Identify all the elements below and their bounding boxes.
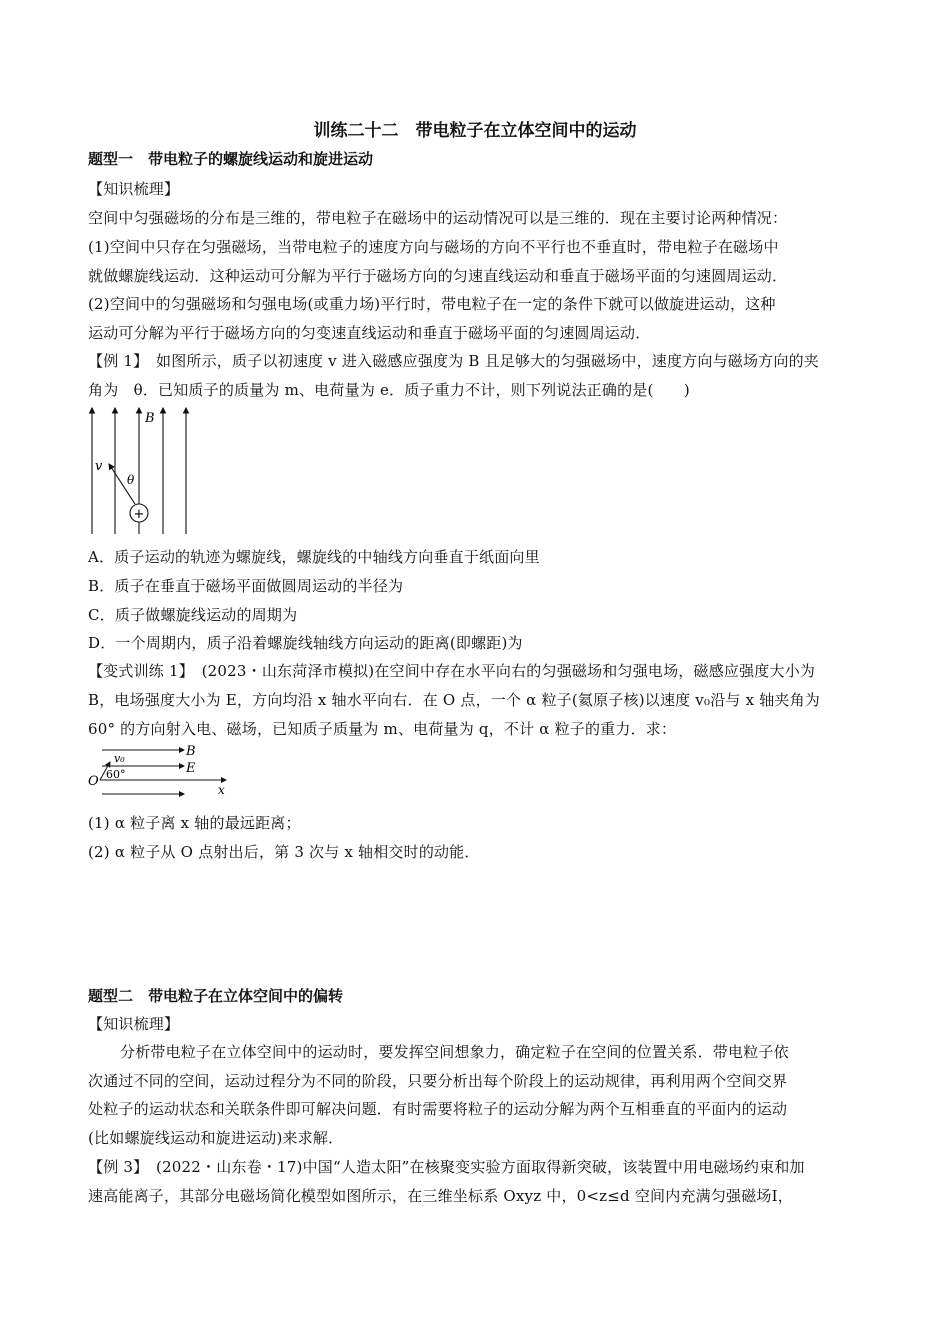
example1-stem: 【例 1】 如图所示，质子以初速度 v 进入磁感应强度为 B 且足够大的匀强磁场中，速度方向与磁场方向的夹 [88, 352, 819, 370]
label-v: v [95, 459, 103, 474]
section2-line: (比如螺旋线运动和旋进运动)来求解． [88, 1129, 344, 1147]
label-angle: 60° [106, 768, 126, 781]
label-O: O [88, 774, 99, 789]
variant1-stem: 【变式训练 1】 (2023・山东菏泽市模拟)在空间中存在水平向右的匀强磁场和匀强电场，磁感应强度大小为 [88, 662, 816, 680]
section1-line: (1)空间中只存在匀强磁场，当带电粒子的速度方向与磁场的方向不平行也不垂直时，带电粒子在磁场中 [88, 238, 779, 256]
section1-line: 运动可分解为平行于磁场方向的匀变速直线运动和垂直于磁场平面的匀速圆周运动． [88, 324, 651, 342]
section1-tag: 【知识梳理】 [88, 180, 180, 198]
proton-charge-label: + [133, 507, 145, 522]
option-a: A．质子运动的轨迹为螺旋线，螺旋线的中轴线方向垂直于纸面向里 [88, 548, 540, 566]
page-title: 训练二十二 带电粒子在立体空间中的运动 [313, 121, 637, 141]
section1-line: 空间中匀强磁场的分布是三维的，带电粒子在磁场中的运动情况可以是三维的．现在主要讨论两种情况： [88, 209, 788, 227]
example3-stem: 速高能离子，其部分电磁场简化模型如图所示，在三维坐标系 Oxyz 中，0<z≤d 空间内充满匀强磁场Ⅰ， [88, 1187, 793, 1205]
variant1-stem: B，电场强度大小为 E，方向均沿 x 轴水平向右．在 O 点，一个 α 粒子(氦原子核)以速度 v₀沿与 x 轴夹角为 [88, 691, 820, 709]
section2-tag: 【知识梳理】 [88, 1015, 180, 1033]
section1-line: (2)空间中的匀强磁场和匀强电场(或重力场)平行时，带电粒子在一定的条件下就可以做旋进运动，这种 [88, 295, 776, 313]
label-E: E [186, 761, 196, 776]
label-B: B [186, 744, 196, 759]
option-c: C．质子做螺旋线运动的周期为 [88, 606, 298, 624]
option-b: B．质子在垂直于磁场平面做圆周运动的半径为 [88, 577, 404, 595]
label-B: B [145, 411, 155, 426]
variant1-stem: 60° 的方向射入电、磁场，已知质子质量为 m、电荷量为 q，不计 α 粒子的重力．求： [88, 720, 677, 738]
label-v0: v₀ [114, 752, 125, 765]
variant1-question: (1) α 粒子离 x 轴的最远距离； [88, 814, 301, 832]
variant1-question: (2) α 粒子从 O 点射出后，第 3 次与 x 轴相交时的动能． [88, 843, 480, 861]
section1-heading: 题型一 带电粒子的螺旋线运动和旋进运动 [88, 150, 374, 168]
variant1-figure [86, 742, 236, 802]
label-x: x [218, 783, 225, 797]
example3-stem: 【例 3】 (2022・山东卷・17)中国“人造太阳”在核聚变实验方面取得新突破，该装置中用电磁场约束和加 [88, 1158, 805, 1176]
label-theta: θ [127, 473, 135, 487]
option-d: D．一个周期内，质子沿着螺旋线轴线方向运动的距离(即螺距)为 [88, 634, 523, 652]
section2-line: 分析带电粒子在立体空间中的运动时，要发挥空间想象力，确定粒子在空间的位置关系．带电粒子依 [120, 1043, 789, 1061]
section2-line: 次通过不同的空间，运动过程分为不同的阶段，只要分析出每个阶段上的运动规律，再利用两个空间交界 [88, 1072, 788, 1090]
section1-line: 就做螺旋线运动．这种运动可分解为平行于磁场方向的匀速直线运动和垂直于磁场平面的匀速圆周运动． [88, 267, 788, 285]
example1-stem: 角为 θ．已知质子的质量为 m、电荷量为 e．质子重力不计，则下列说法正确的是( ) [88, 381, 690, 399]
example1-figure [80, 402, 200, 538]
section2-heading: 题型二 带电粒子在立体空间中的偏转 [88, 987, 344, 1005]
section2-line: 处粒子的运动状态和关联条件即可解决问题．有时需要将粒子的运动分解为两个互相垂直的平面内的运动 [88, 1100, 788, 1118]
